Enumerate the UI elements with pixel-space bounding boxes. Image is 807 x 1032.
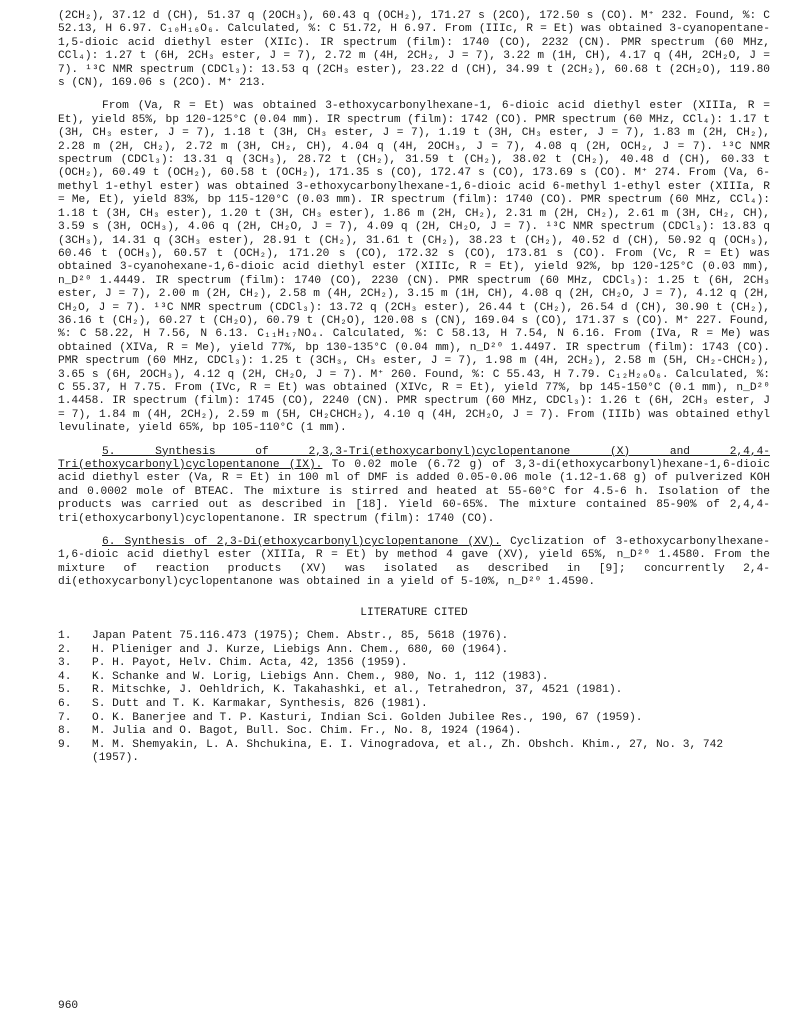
section-heading-6: 6. Synthesis of 2,3-Di(ethoxycarbonyl)cyclopentanone (XV). xyxy=(102,536,501,549)
paragraph-continuation: (2CH₂), 37.12 d (CH), 51.37 q (2OCH₃), 60.43 q (OCH₂), 171.27 s (2CO), 172.50 s (CO). M⁺ 232. Found, %: C 52.13, H 6.97. C₁₀H₁₆O₆. Calculated, %: C 51.72, H 6.97. From (IIIc, R = Et) was obtained 3-cyanopentane-1,5-dioic acid diethyl ester (XIIc). IR spectrum (film): 1740 (CO), 2232 (CN). PMR spectrum (60 MHz, CCl₄): 1.27 t (6H, 2CH₃ ester, J = 7), 2.72 m (4H, 2CH₂, J = 7), 3.22 m (1H, CH), 4.17 q (4H, 2CH₂O, J = 7). ¹³C NMR spectrum (CDCl₃): 13.53 q (2CH₃ ester), 23.22 d (CH), 34.99 t (2CH₂), 60.68 t (2CH₂O), 119.80 s (CN), 169.06 s (2CO). M⁺ 213. xyxy=(58,10,770,90)
section-body-6: Cyclization of 3-ethoxycarbonylhexane-1,6-dioic acid diethyl ester (XIIIa, R = Et) by method 4 gave (XV), yield 65%, n_D²⁰ 1.4580. From the mixture of reaction products (XV) was isolated as described in [9]; concurrently 2,4-di(ethoxycarbonyl)cyclopentanone was obtained in a yield of 5-10%, n_D²⁰ 1.4590. xyxy=(58,536,770,589)
reference-number: 4. xyxy=(58,670,72,683)
reference-number: 2. xyxy=(58,643,72,656)
reference-item xyxy=(58,671,770,685)
reference-item xyxy=(58,739,770,766)
reference-text: S. Dutt and T. K. Karmakar, Synthesis, 826 (1981). xyxy=(92,698,428,711)
reference-number: 5. xyxy=(58,684,72,697)
reference-item xyxy=(58,630,770,644)
reference-text: K. Schanke and W. Lorig, Liebigs Ann. Chem., 980, No. 1, 112 (1983). xyxy=(92,670,549,683)
reference-item xyxy=(58,698,770,712)
paragraph-synthesis-6 xyxy=(58,536,770,590)
paragraph-synthesis-5 xyxy=(58,446,770,526)
section-heading-5: 5. Synthesis of 2,3,3-Tri(ethoxycarbonyl)cyclopentanone (X) and 2,4,4-Tri(ethoxycarbonyl)cyclopentanone (IX). xyxy=(58,445,770,471)
reference-item xyxy=(58,684,770,698)
reference-item xyxy=(58,725,770,739)
reference-text: P. H. Payot, Helv. Chim. Acta, 42, 1356 (1959). xyxy=(92,657,408,670)
reference-number: 6. xyxy=(58,698,72,711)
reference-text: M. Julia and O. Bagot, Bull. Soc. Chim. Fr., No. 8, 1924 (1964). xyxy=(92,725,522,738)
reference-text: H. Plieniger and J. Kurze, Liebigs Ann. Chem., 680, 60 (1964). xyxy=(92,643,509,656)
reference-text: Japan Patent 75.116.473 (1975); Chem. Abstr., 85, 5618 (1976). xyxy=(92,630,509,643)
reference-item xyxy=(58,657,770,671)
reference-item xyxy=(58,644,770,658)
section-body-5: To 0.02 mole (6.72 g) of 3,3-di(ethoxycarbonyl)hexane-1,6-dioic acid diethyl ester (Va, R = Et) in 100 ml of DMF is added 0.05-0.06 mole (1.12-1.68 g) of pulverized KOH and 0.0002 mole of BTEAC. The mixture is stirred and heated at 55-60°C for 4.5-6 h. Isolation of the products was carried out as described in [18]. Yield 60-65%. The mixture contained 85-90% of 2,4,4-tri(ethoxycarbonyl)cyclopentanone. IR spectrum (film): 1740 (CO). xyxy=(58,459,770,525)
document-page xyxy=(58,10,770,766)
reference-item xyxy=(58,712,770,726)
reference-number: 3. xyxy=(58,657,72,670)
literature-title: LITERATURE CITED xyxy=(360,606,468,619)
reference-number: 9. xyxy=(58,738,72,751)
reference-number: 8. xyxy=(58,725,72,738)
reference-text: M. M. Shemyakin, L. A. Shchukina, E. I. Vinogradova, et al., Zh. Obshch. Khim., 27, No. 3, 742 (1957). xyxy=(92,738,724,765)
page-number: 960 xyxy=(58,1000,79,1012)
reference-number: 7. xyxy=(58,711,72,724)
reference-text: O. K. Banerjee and T. P. Kasturi, Indian Sci. Golden Jubilee Res., 190, 67 (1959). xyxy=(92,711,643,724)
reference-list xyxy=(58,630,770,766)
reference-number: 1. xyxy=(58,630,72,643)
reference-text: R. Mitschke, J. Oehldrich, K. Takahashki, et al., Tetrahedron, 37, 4521 (1981). xyxy=(92,684,623,697)
paragraph-experimental-xiii: From (Va, R = Et) was obtained 3-ethoxycarbonylhexane-1, 6-dioic acid diethyl ester (XIIIa, R = Et), yield 85%, bp 120-125°C (0.04 mm). IR spectrum (film): 1742 (CO). PMR spectrum (60 MHz, CCl₄): 1.17 t (3H, CH₃ ester, J = 7), 1.18 t (3H, CH₃ ester, J = 7), 1.19 t (3H, CH₃ ester, J = 7), 1.83 m (2H, CH₂), 2.28 m (2H, CH₂), 2.72 m (3H, CH₂, CH), 4.04 q (4H, 2OCH₃, J = 7), 4.08 q (2H, OCH₂, J = 7). ¹³C NMR spectrum (CDCl₃): 13.31 q (3CH₃), 28.72 t (CH₂), 31.59 t (CH₂), 38.02 t (CH₂), 40.48 d (CH), 60.33 t (OCH₂), 60.49 t (OCH₂), 60.58 t (OCH₂), 171.35 s (CO), 172.47 s (CO), 173.69 s (CO). M⁺ 274. From (Va, 6-methyl 1-ethyl ester) was obtained 3-ethoxycarbonylhexane-1,6-dioic acid 6-methyl 1-ethyl ester (XIIIa, R = Me, Et), yield 83%, bp 115-120°C (0.03 mm). IR spectrum (film): 1740 (CO). PMR spectrum (60 MHz, CCl₄): 1.18 t (3H, CH₃ ester), 1.20 t (3H, CH₃ ester), 1.86 m (2H, CH₂), 2.31 m (2H, CH₂), 2.61 m (3H, CH₂, CH), 3.59 s (3H, OCH₃), 4.06 q (2H, CH₂O, J = 7), 4.09 q (2H, CH₂O, J = 7). ¹³C NMR spectrum (CDCl₃): 13.83 q (3CH₃), 14.31 q (3CH₃ ester), 28.91 t (CH₂), 31.61 t (CH₂), 38.23 t (CH₂), 40.52 d (CH), 50.92 q (OCH₃), 60.46 t (OCH₃), 60.57 t (OCH₂), 171.20 s (CO), 172.32 s (CO), 173.81 s (CO). From (Vc, R = Et) was obtained 3-cyanohexane-1,6-dioic acid diethyl ester (XIIIc, R = Et), yield 92%, bp 120-125°C (0.03 mm), n_D²⁰ 1.4449. IR spectrum (film): 1740 (CO), 2230 (CN). PMR spectrum (60 MHz, CDCl₃): 1.25 t (6H, 2CH₃ ester, J = 7), 2.00 m (2H, CH₂), 2.58 m (4H, 2CH₂), 3.15 m (1H, CH), 4.08 q (2H, CH₂O, J = 7), 4.12 q (2H, CH₂O, J = 7). ¹³C NMR spectrum (CDCl₃): 13.72 q (2CH₃ ester), 26.44 t (CH₂), 26.54 d (CH), 30.90 t (CH₂), 36.16 t (CH₂), 60.27 t (CH₂O), 60.79 t (CH₂O), 120.08 s (CN), 169.04 s (CO), 171.37 s (CO). M⁺ 227. Found, %: C 58.22, H 7.56, N 6.13. C₁₁H₁₇NO₄. Calculated, %: C 58.13, H 7.54, N 6.16. From (IVa, R = Me) was obtained (XIVa, R = Me), yield 77%, bp 130-135°C (0.04 mm), n_D²⁰ 1.4497. IR spectrum (film): 1743 (CO). PMR spectrum (60 MHz, CDCl₃): 1.25 t (3CH₃, CH₃ ester, J = 7), 1.98 m (4H, 2CH₂), 2.58 m (5H, CH₂-CHCH₂), 3.65 s (6H, 2OCH₃), 4.12 q (2H, CH₂O, J = 7). M⁺ 260. Found, %: C 55.43, H 7.79. C₁₂H₂₀O₆. Calculated, %: C 55.37, H 7.75. From (IVc, R = Et) was obtained (XIVc, R = Et), yield 77%, bp 145-150°C (0.1 mm), n_D²⁰ 1.4458. IR spectrum (film): 1745 (CO), 2240 (CN). PMR spectrum (60 MHz, CDCl₃): 1.26 t (6H, 2CH₃ ester, J = 7), 1.84 m (4H, 2CH₂), 2.59 m (5H, CH₂CHCH₂), 4.10 q (4H, 2CH₂O, J = 7). From (IIIb) was obtained ethyl levulinate, yield 65%, bp 105-110°C (1 mm). xyxy=(58,100,770,435)
